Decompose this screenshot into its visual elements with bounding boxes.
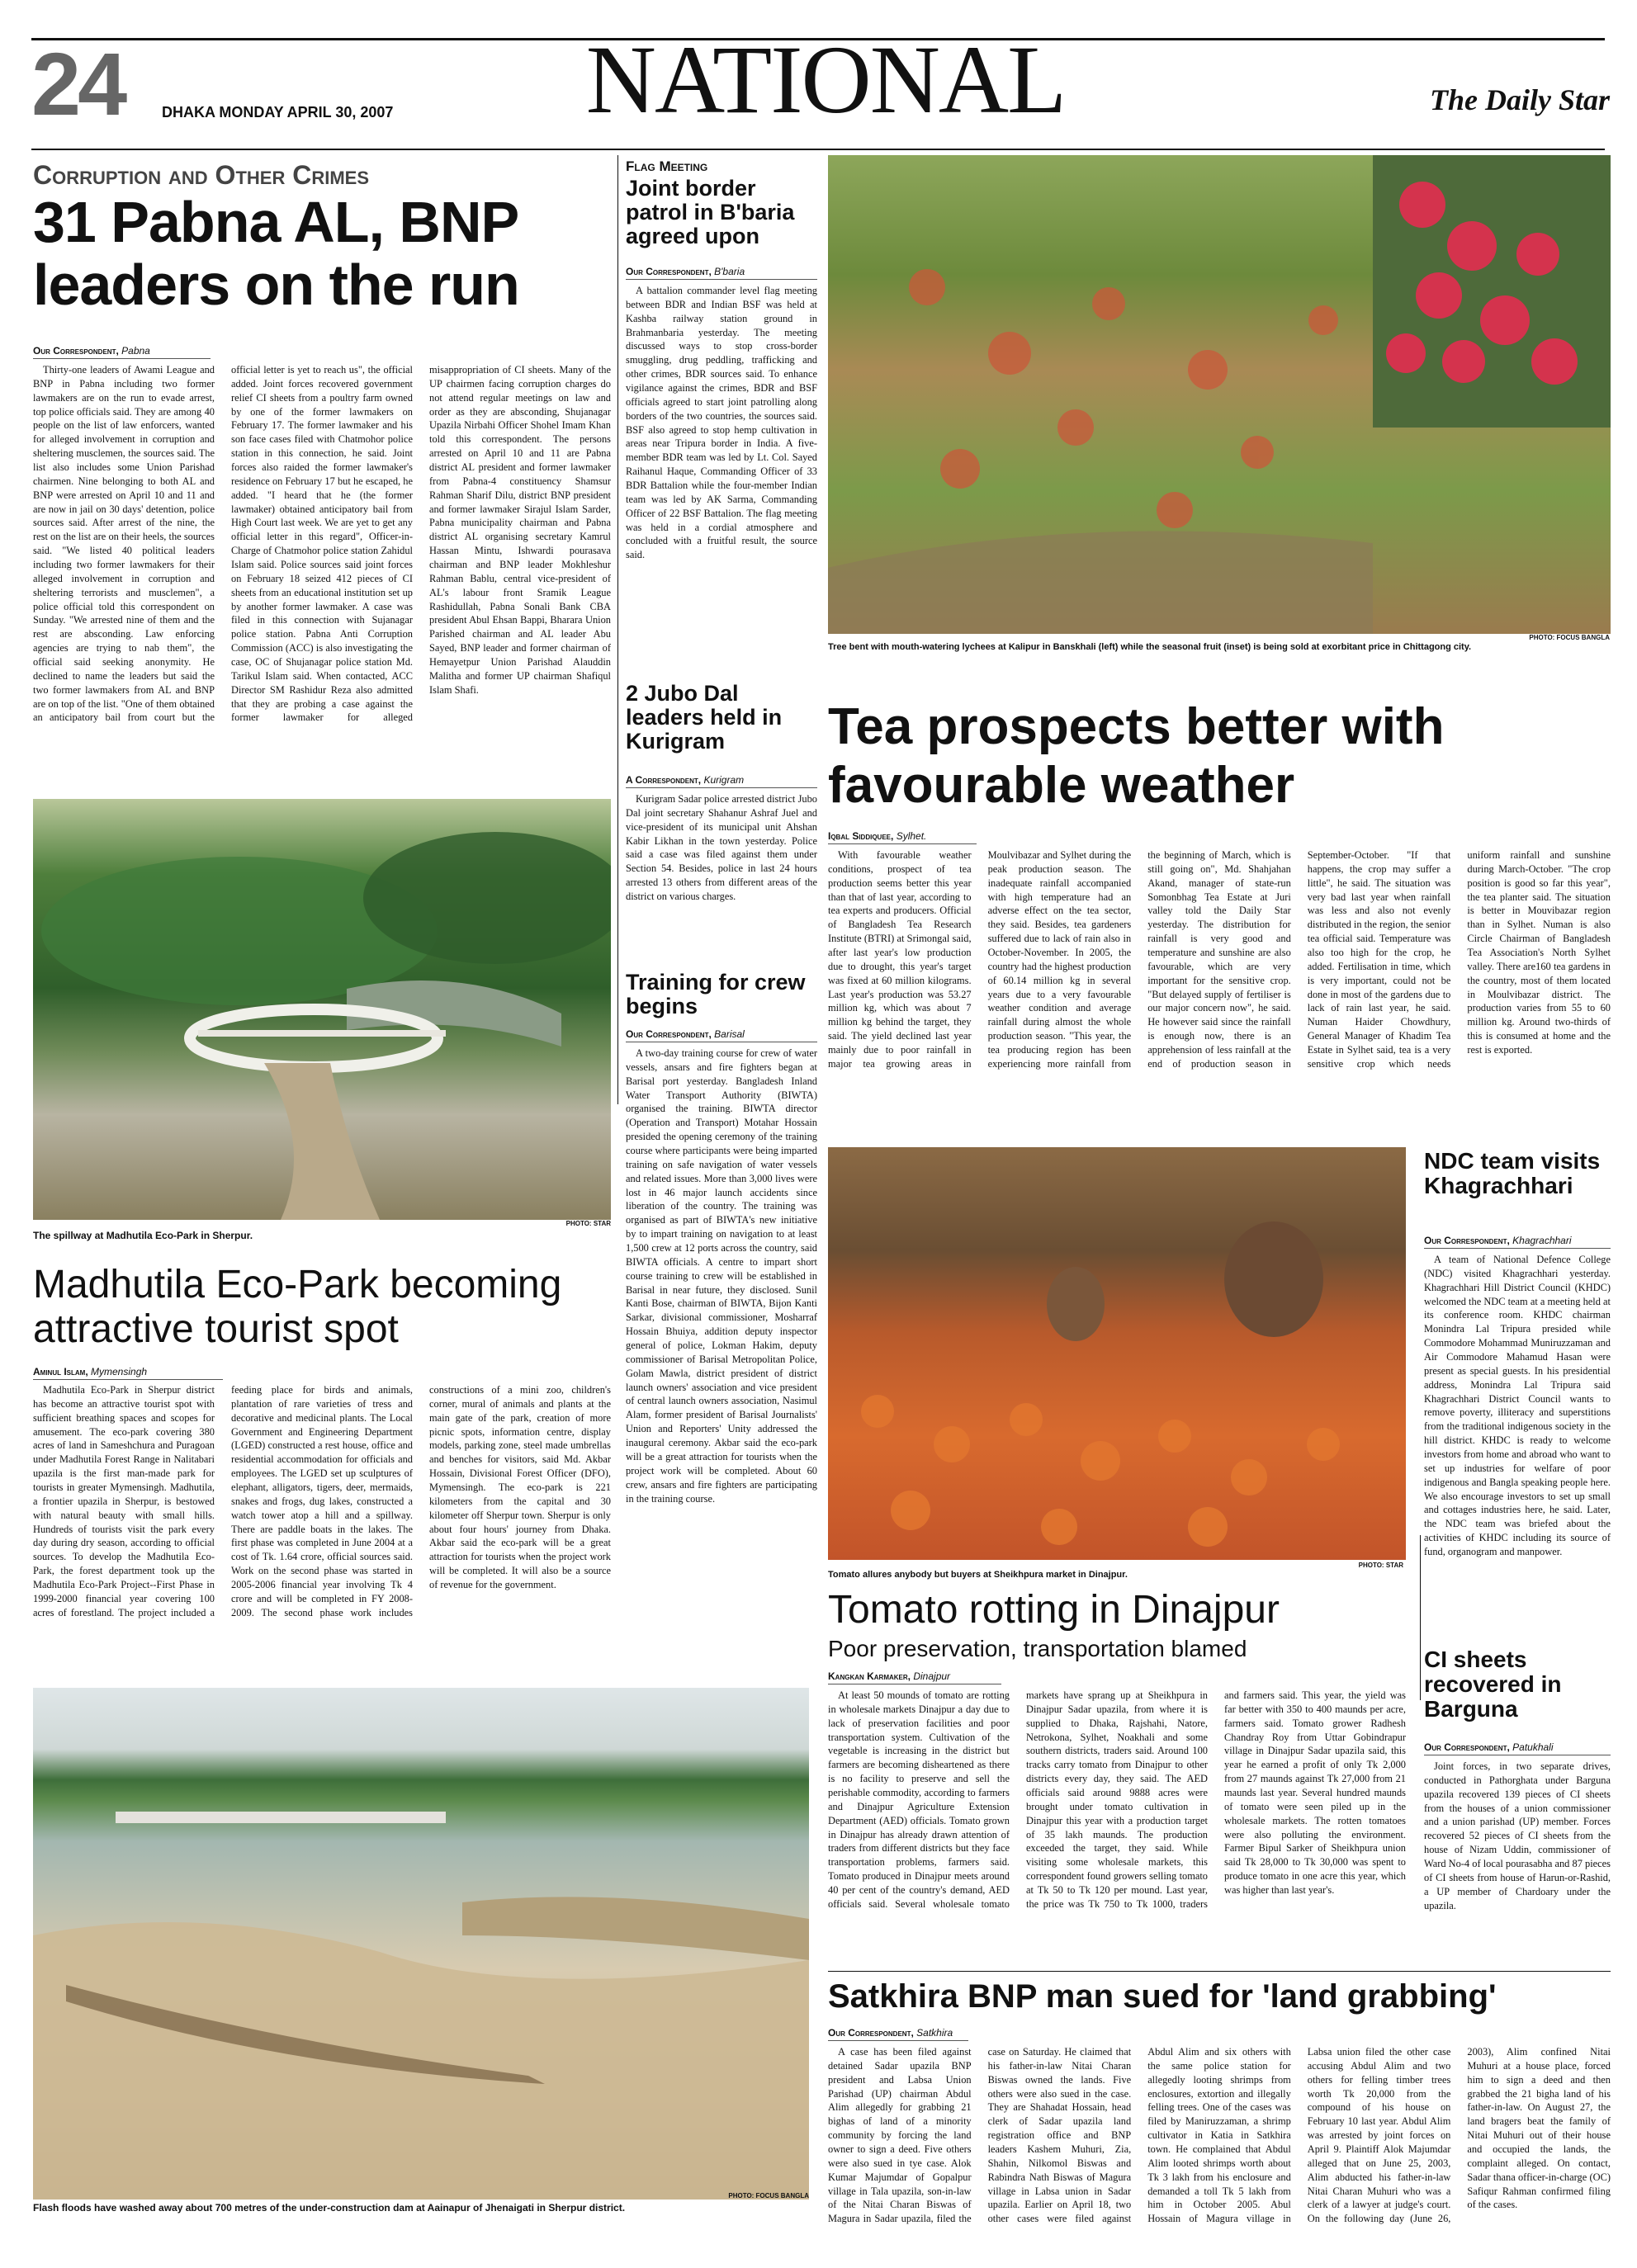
story-headline: Training for crew begins xyxy=(626,970,806,1019)
story-byline: Aminul Islam, Mymensingh xyxy=(33,1366,223,1380)
page-number: 24 xyxy=(31,34,125,134)
story-byline: Our Correspondent, Patukhali xyxy=(1424,1741,1611,1755)
story-byline: A Correspondent, Kurigram xyxy=(626,774,817,788)
story-headline: CI sheets recovered in Barguna xyxy=(1424,1647,1562,1722)
brand-logo: The Daily Star xyxy=(1429,83,1610,116)
story-body: Thirty-one leaders of Awami League and BNP in Pabna including two former lawmakers are on the run to evade arrest, top police officials said. They are among 40 people on the list of law enforcers, wanted for alleged involvement in corruption and sheltering musclemen, the sources said. The list also includes some Union Parishad chairmen. Nine belonging to both AL and BNP were arrested on April 10 and 11 and are now in jail on 30 days' detention, police sources said. After arrest of the nine, the rest on the list are on their heels, the sources said. "We listed 40 political leaders including two former lawmakers for their alleged involvement in corruption and sheltering terrorists and musclemen", a police official told this correspondent on Sunday. "We arrested nine of them and the rest are absconding. Law enforcing agencies are trying to nab them", the official said seeking anonymity. He declined to name the leaders but said the two former lawmakers from AL and BNP are on top of the list. "One of them obtained an anticipatory bail from court but the official letter is yet to reach us", the official added. Joint forces recovered government relief CI sheets from a poultry farm owned by one of the former lawmakers on February 17. The former lawmaker and his son face cases filed with Chatmohor police station in this connection, he said. Joint forces also raided the former lawmaker's residence on February 17 but he escaped, he added. "I heard that he (the former lawmaker) obtained anticipatory bail from High Court last week. We are yet to get any official letter in this regard", Officer-in-Charge of Chatmohor police station Zahidul Islam said. Police sources said joint forces on February 18 seized 412 pieces of CI sheets from an educational institution set up by another former lawmaker. A case was filed in this connection with Sujanagar police station. Pabna Anti Corruption Commission (ACC) is also investigating the case, OC of Shujanagar police station Md. Tarikul Islam said. When contacted, ACC Director SM Rashidur Reza also admitted that they are probing a case against the former lawmaker for alleged misappropriation of CI sheets. Many of the UP chairmen facing corruption charges do not attend regular meetings on law and order as they are absconding, Shujanagar Upazila Nirbahi Officer Shohel Imam Khan told this correspondent. The persons arrested on April 10 and 11 are Pabna district AL president and former lawmaker from Pabna-4 constituency Shamsur Rahman Sharif Dilu, district BNP president and former lawmaker Sirajul Islam Sarder, Pabna municipality chairman and Pabna district AL organising secretary Kamrul Hassan Mintu, Ishwardi pourasava chairman and BNP leader Mokhleshur Rahman Bablu, central vice-president of AL's labour front Sramik League Rashidullah, Pabna Sonali Bank CBA president Abul Ehsan Bappi, Bharara Union Parished chairman and AL leader Abu Sayed, BNP leader and former chairman of Hemayetpur Union Parishad Alauddin Malitha and former UP chairman Shafiqul Islam Shafi. xyxy=(33,364,611,724)
story-byline: Our Correspondent, B'baria xyxy=(626,266,817,280)
story-body: A battalion commander level flag meeting between BDR and Indian BSF was held at Kashba railway station ground in Brahmanbaria yesterday. The meeting discussed ways to stop cross-border smuggling, drug peddling, trafficking and other crimes, BDR sources said. To enhance vigilance against the crimes, BDR and BSF officials agreed to start joint patrolling along borders of the two countries, the sources said. BSF also agreed to stop hemp cultivation in areas near Tripura border in India. A five-member BDR team was led by Lt. Col. Sayed Raihanul Haque, Commanding Officer of 33 BDR Battalion while the four-member Indian team was led by AK Sarma, Commanding Officer of 22 BSF Battalion. The flag meeting was held in a cordial atmosphere and concluded with a fruitful result, the source said. xyxy=(626,285,817,561)
dateline: DHAKA MONDAY APRIL 30, 2007 xyxy=(162,104,394,120)
story-byline: Our Correspondent, Pabna xyxy=(33,345,211,359)
story-body: A case has been filed against detained Sadar upazila BNP president and Labsa Union Parishad (UP) chairman Abdul Alim allegedly for grabbing 21 bighas of land of a minority community by forcing the land owner to sign a deed. Five others were also sued in tye case. Alok Kumar Majumdar of Gopalpur village in Tala upazila, son-in-law of the Nitai Charan Biswas of Magura in Sadar upazila, filed the case on Saturday. He claimed that his father-in-law Nitai Charan Biswas owned the lands. Five others were also sued in the case. They are Shahadat Hossain, head clerk of Sadar upazila land registration office and BNP leaders Kashem Muhuri, Zia, Shahin, Nilkomol Biswas and Rabindra Nath Biswas of Magura village in Labsa union in Sadar upazila. Earlier on April 18, two other cases were filed against Abdul Alim and six others with the same police station for allegedly looting shrimps from enclosures, extortion and illegally felling trees. One of the cases was filed by Maniruzzaman, a shrimp cultivator in Katia in Satkhira town. He complained that Abdul Alim looted shrimps worth about Tk 3 lakh from his enclosure and demanded a toll Tk 5 lakh from him in October 2005. Abul Hossain of Magura village in Labsa union filed the other case accusing Abdul Alim and two others for felling timber trees worth Tk 20,000 from the compound of his house on February 10 last year. Abdul Alim was arrested by joint forces on April 9. Plaintiff Alok Majumdar alleged that on June 25, 2003, Alim abducted his father-in-law Nitai Charan Muhuri who was a clerk of a lawyer at judge's court. On the following day (June 26, 2003), Alim confined Nitai Muhuri at a house place, forced him to sign a deed and then grabbed the 21 bigha land of his father-in-law. On August 27, the land bragers beat the family of Nitai Muhuri out of their house and occupied the lands, the complaint alleged. On contact, Sadar thana officer-in-charge (OC) Safiqur Rahman confirmed filing of the cases. xyxy=(828,2046,1611,2225)
story-body: A team of National Defence College (NDC) visited Khagrachhari yesterday. Khagrachhari Hill District Council (KHDC) welcomed the NDC team at a meeting held at its conference room. KHDC chairman Monindra Lal Tripura presided while Commodore Mohammad Muniruzzaman and Air Commodore Mahamud Hasan were present as special guests. In his presidential address, Monindra Lal Tripura said Khagrachhari District Council wants to remove poverty, illiteracy and superstitions from the traditional indigenous society in the hill district. KHDC is ready to welcome investors from home and abroad who want to set up industries for welfare of poor indigenous and Bangla speaking people here. We also encourage investors to set up small and cottages industries here, he said. Later, the NDC team was briefed about the activities of KHDC including its source of fund, organogram and manpower. xyxy=(1424,1254,1611,1558)
spillway-credit: PHOTO: STAR xyxy=(565,1220,611,1227)
flood-photo xyxy=(33,1688,809,2199)
story-body: Joint forces, in two separate drives, conducted in Pathorghata under Barguna upazila recovered 139 pieces of CI sheets from the houses of a union commissioner and a union parishad (UP) member. Forces recovered 52 pieces of CI sheets from the house of Nizam Uddin, commissioner of Ward No-4 of local pourasabha and 87 pieces of CI sheets from house of Harun-or-Rashid, a UP member of Chardoary under the upazila. xyxy=(1424,1760,1611,1911)
story-subhead: Poor preservation, transportation blamed xyxy=(828,1636,1247,1661)
lychee-photo xyxy=(828,155,1611,634)
story-body: Kurigram Sadar police arrested district Jubo Dal joint secretary Shahanur Ashraf Juel and vice-president of its municipal unit Ahshan Kabir Likhan in the town yesterday. Police said a case was filed against them under Section 54. Besides, police in last 24 hours arrested 13 others from different areas of the district on various charges. xyxy=(626,793,817,903)
story-byline: Our Correspondent, Khagrachhari xyxy=(1424,1235,1611,1249)
story-headline: NDC team visits Khagrachhari xyxy=(1424,1148,1601,1199)
spillway-caption: The spillway at Madhutila Eco-Park in Sherpur. xyxy=(33,1230,253,1241)
section-title: NATIONAL xyxy=(585,26,1066,134)
lychee-caption: Tree bent with mouth-watering lychees at Kalipur in Banskhali (left) while the seasonal fruit (inset) is being sold at exorbitant price in Chittagong city. xyxy=(828,642,1472,652)
lychee-credit: PHOTO: FOCUS BANGLA xyxy=(1529,634,1610,641)
story-byline: Our Correspondent, Satkhira xyxy=(828,2027,968,2041)
story-headline: Madhutila Eco-Park becoming attractive tourist spot xyxy=(33,1263,562,1351)
story-byline: Our Correspondent, Barisal xyxy=(626,1028,817,1042)
market-credit: PHOTO: STAR xyxy=(1358,1562,1403,1569)
story-body: Madhutila Eco-Park in Sherpur district has become an attractive tourist spot with sufficient breathing spaces and scopes for amusement. The eco-park covering 380 acres of land in Sameshchura and Puragoan under Madhutila Forest Range in Nalitabari upazila is the first man-made park for tourists in greater Mymensingh. Madhutila, a frontier upazila in Sherpur, is bestowed with natural beauty with small hills. Hundreds of tourists visit the park every day during dry season, according to official sources. To develop the Madhutila Eco-Park, the forest department took up the Madhutila Eco-Park Project--First Phase in 1999-2000 financial year covering 100 acres of forestland. The project included a feeding place for birds and animals, plantation of rare varieties of tress and decorative and medicinal plants. The Local Government and Engineering Department (LGED) constructed a rest house, office and residential accommodation for officials and employees. The LGED set up sculptures of elephant, alligators, tigers, deer, mermaids, snakes and frogs, dug lakes, constructed a watch tower atop a hill and a spillway. There are paddle boats in the lakes. The first phase was completed in June 2004 at a cost of Tk. 1.64 crore, official sources said. Work on the second phase was started in 2005-2006 financial year involving Tk 4 crore and will be completed in FY 2008-2009. The second phase work includes constructions of a mini zoo, children's corner, mural of animals and plants at the main gate of the park, creation of more picnic spots, information centre, display models, parking zone, steel made umbrellas and benches for visitors, said Md. Akbar Hossain, Divisional Forest Officer (DFO), Mymensingh. The eco-park is 221 kilometers from the capital and 30 kilometer off Sherpur town. Sherpur is only about four hours' journey from Dhaka. Akbar said the eco-park will be a great attraction for tourists when the project work will be completed. It will also be a source of revenue for the government. xyxy=(33,1384,611,1618)
story-body: A two-day training course for crew of water vessels, ansars and fire fighters began at Barisal port yesterday. Bangladesh Inland Water Transport Authority (BIWTA) organised the training. BIWTA director (Operation and Transport) Motahar Hossain presided the opening ceremony of the training course where participants were being imparted training on safe navigation of water vessels and related issues. More than 3,000 lives were lost in 46 major launch accidents since liberation of the country. The training was organised as part of BIWTA's new initiative by to impart training on navigation to at least 1,500 crew at 12 ports across the country, said BIWTA officials. A centre to impart short course training to crew will be established in Barisal in near future, they disclosed. Sunil Kanti Bose, chairman of BIWTA, Bijon Kanti Sarkar, divisional commissioner, Mosharraf Hossain Bhuiya, addition deputy inspector general of police, Lokman Hakim, deputy commissioner of Barisal Metropolitan Police, Golam Mawla, district president of district launch owners' association and vice president of central launch owners association, Nasimul Alam, former president of Barisal Journalists' Union and Reporters' Unity addressed the inaugural ceremony. Akbar said the eco-park will be a great attraction for tourists when the project work will be completed. About 60 crew, ansars and fire fighters are participating in the training course. xyxy=(626,1047,817,1505)
story-headline: Joint border patrol in B'baria agreed upon xyxy=(626,176,795,249)
story-body: At least 50 mounds of tomato are rotting in wholesale markets Dinajpur a day due to lack of preservation facilities and poor transportation system. Cultivation of the vegetable is increasing in the district but farmers are becoming disheartened as there is no facility to preserve and sell the perishable commodity, according to farmers and Dinajpur Agriculture Extension Department (AED) officials. Tomato grown in Dinajpur has already drawn attention of traders from different districts but they face transportation problems, farmers said. Tomato produced in Dinajpur meets around 40 per cent of the country's demand, AED officials said. Several wholesale tomato markets have sprang up at Sheikhpura in Dinajpur Sadar upazila, from where it is supplied to Dhaka, Rajshahi, Natore, Netrokona, Sylhet, Noakhali and some southern districts, traders said. Around 100 tracks carry tomato from Dinajpur to other districts every day, they said. The AED officials said around 9888 acres were brought under tomato cultivation in Dinajpur this year with a production target of 35 lakh maunds. The production exceeded the target, they said. While visiting some wholesale markets, this correspondent found growers selling tomato at Tk 50 to Tk 120 per mound. Last year, the price was Tk 750 to Tk 1000, traders and farmers said. This year, the yield was far better with 350 to 400 maunds per acre, farmers said. Tomato grower Radhesh Chandray Roy from Uttar Gobindrapur village in Dinajpur Sadar upazila said, this year he earned a profit of only Tk 2,000 from 27 maunds against Tk 27,000 from 21 maunds last year. Several hundred maunds of tomato were seen piled up in the wholesale markets. The rotten tomatoes were also polluting the environment. Farmer Bipul Sarker of Sheikhpura union said Tk 28,000 to Tk 30,000 was spent to produce tomato in one acre this year, which was higher than last year's. xyxy=(828,1689,1406,1910)
flood-credit: PHOTO: FOCUS BANGLA xyxy=(728,2192,809,2199)
story-body: With favourable weather conditions, prospect of tea production seems better this year than that of last year, according to tea experts and producers. Official of Bangladesh Tea Research Institute (BTRI) at Srimongal said, after last year's low production due to drought, this year's target was fixed at 60 million kilograms. Last year's production was 53.27 million kg, which was about 7 million kg behind the target, they said. The yield declined last year mainly due to poor rainfall in major tea growing areas in Moulvibazar and Sylhet during the peak production season. The inadequate rainfall accompanied with high temperature had an adverse effect on the tea sector, they said. Besides, tea gardeners suffered due to lack of rain also in October-November. In 2005, the country had the highest production of 60.14 million kg in several years due to a very favourable weather condition and average rainfall during almost the whole production season. "This year, the tea producing region has been experiencing more rainfall from the beginning of March, which is still going on", Md. Shahjahan Akand, manager of state-run Somonbhag Tea Estate at Juri valley told the Daily Star yesterday. The distribution for rainfall is very good and temperature and sunshine are also favourable, which are very important for the sensitive crop. "But delayed supply of fertiliser is our major concern now", he said. He however said since the rainfall is enough now, there is an apprehension of less rainfall at the end of production season in September-October. "If that happens, the crop may suffer a little", he said. The situation was very bad last year when rainfall was less and also not evenly distributed in the region, the senior tea official said. Temperature was also too high for the crop, he added. Fertilisation in time, which is very important, could not be done in most of the gardens due to lack of rain last year, he said. Numan Haider Chowdhury, General Manager of Khadim Tea Estate in Sylhet said, tea is a very sensitive crop which needs uniform rainfall and sunshine during March-October. "The crop position is good so far this year", the tea planter said. The situation is better in Mouvibazar region than in Sylhet. Numan is also Circle Chairman of Bangladesh Tea Association's North Sylhet valley. There are160 tea gardens in the country, most of them located in Moulvibazar district. The production varies from 55 to 60 million kg. Around two-thirds of this is consumed at home and the rest is exported. xyxy=(828,849,1611,1070)
story-kicker: Flag Meeting xyxy=(626,158,708,174)
spillway-photo xyxy=(33,799,611,1220)
story-kicker: Corruption and Other Crimes xyxy=(33,160,370,190)
story-byline: Iqbal Siddiquee, Sylhet. xyxy=(828,830,977,844)
story-headline: Tomato rotting in Dinajpur xyxy=(828,1588,1280,1632)
market-photo xyxy=(828,1147,1406,1560)
flood-caption: Flash floods have washed away about 700 metres of the under-construction dam at Aainapur of Jhenaigati in Sherpur district. xyxy=(33,2202,626,2214)
story-headline: 31 Pabna AL, BNP leaders on the run xyxy=(33,190,519,317)
story-headline: 2 Jubo Dal leaders held in Kurigram xyxy=(626,681,783,754)
market-caption: Tomato allures anybody but buyers at Sheikhpura market in Dinajpur. xyxy=(828,1570,1128,1580)
story-headline: Tea prospects better with favourable weather xyxy=(828,698,1445,814)
story-byline: Kangkan Karmaker, Dinajpur xyxy=(828,1670,1001,1684)
story-headline: Satkhira BNP man sued for 'land grabbing' xyxy=(828,1978,1497,2015)
